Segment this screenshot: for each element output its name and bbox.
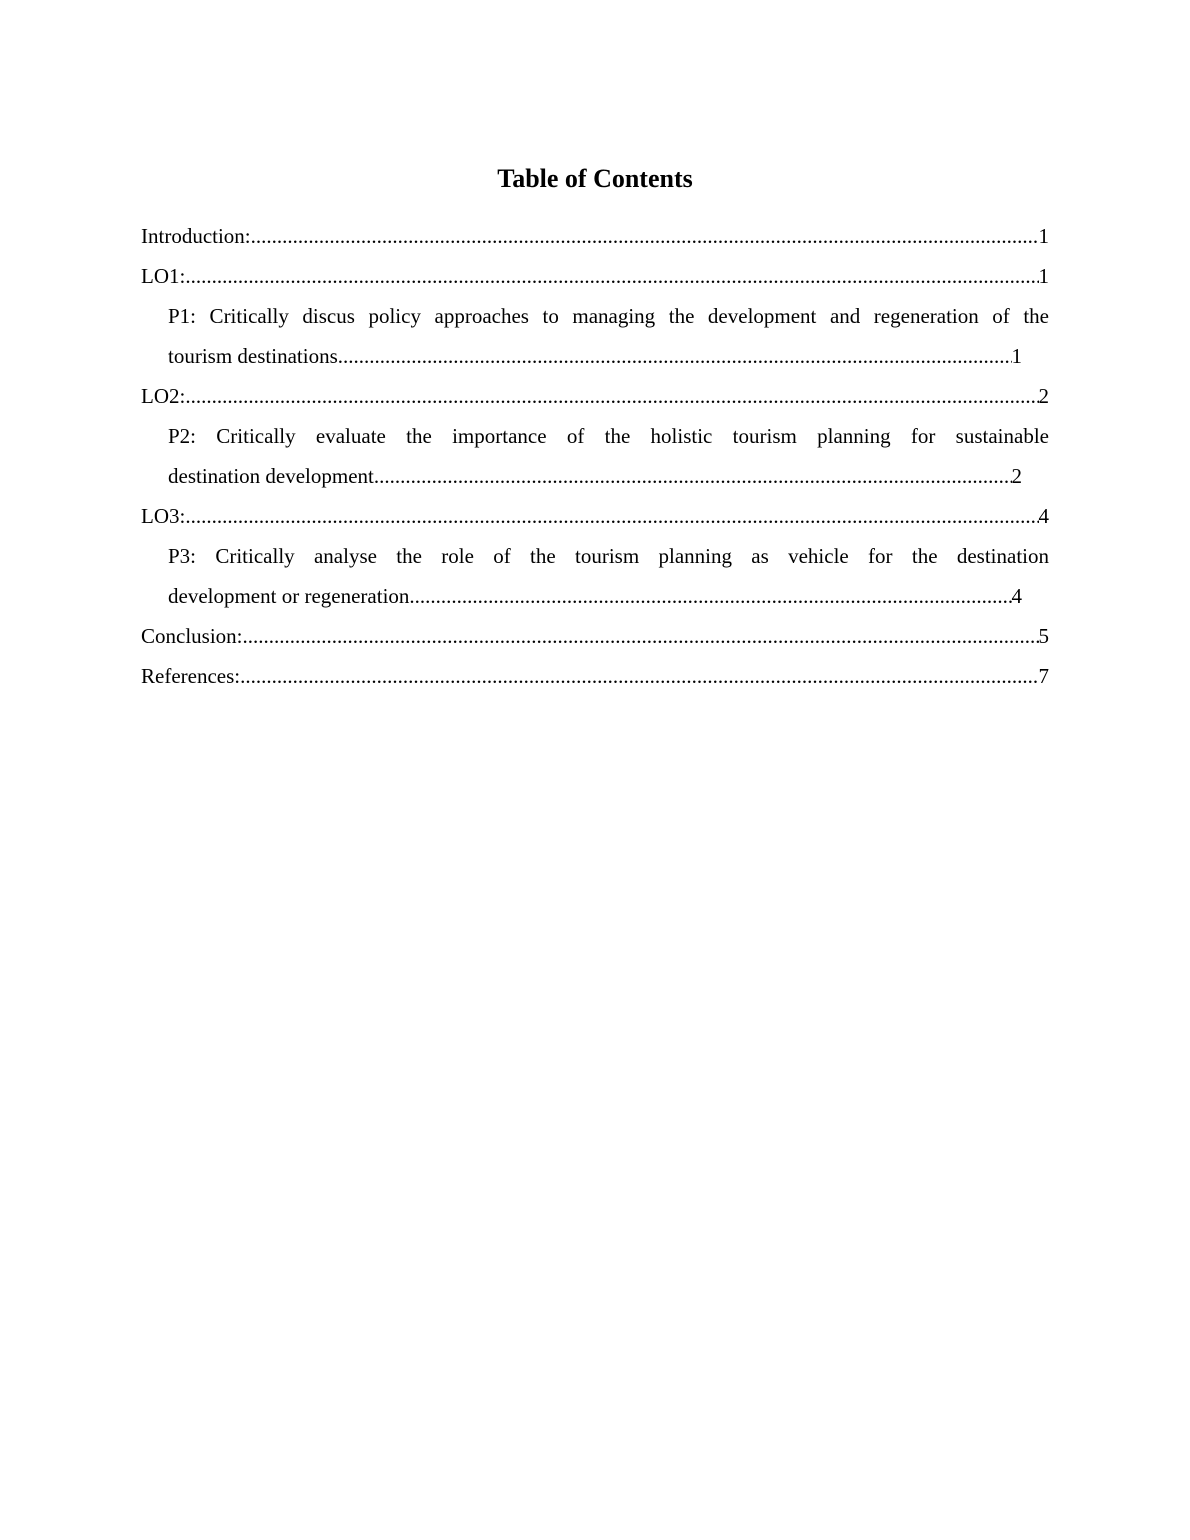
toc-entry-references[interactable] <box>141 656 1049 696</box>
toc-entry-label: P3: Critically analyse the role of the tourism planning as vehicle for the destination <box>168 544 1049 568</box>
toc-entry-lo2[interactable] <box>141 376 1049 416</box>
dot-leader <box>243 616 1039 656</box>
toc-page-number: 2 <box>1011 464 1022 488</box>
toc-entry-label: LO3: <box>141 504 186 528</box>
dot-leader <box>185 496 1038 536</box>
toc-entry-label: LO2: <box>141 384 186 408</box>
toc-entry-p3[interactable] <box>141 536 1049 616</box>
toc-page-number: 1 <box>1038 224 1049 248</box>
toc-entry-conclusion[interactable] <box>141 616 1049 656</box>
toc-entry-label: Conclusion: <box>141 624 243 648</box>
toc-entry-introduction[interactable] <box>141 216 1049 256</box>
toc-page-number: 1 <box>1038 264 1049 288</box>
dot-leader <box>185 256 1038 296</box>
toc-entry-p2[interactable] <box>141 416 1049 496</box>
toc-entry-label-continued: development or regeneration <box>168 584 410 608</box>
toc-entry-label-continued: tourism destinations <box>168 344 338 368</box>
dot-leader <box>374 456 1012 496</box>
toc-entry-label: Introduction: <box>141 224 251 248</box>
toc-page-number: 4 <box>1011 584 1022 608</box>
toc-page-number: 4 <box>1038 504 1049 528</box>
toc-page-number: 1 <box>1011 344 1022 368</box>
toc-entry-p1[interactable] <box>141 296 1049 376</box>
toc-page-number: 7 <box>1038 664 1049 688</box>
toc-entry-lo1[interactable] <box>141 256 1049 296</box>
toc-entry-lo3[interactable] <box>141 496 1049 536</box>
toc-entry-label: P1: Critically discus policy approaches to managing the development and regeneration of the <box>168 304 1049 328</box>
toc-entry-label: P2: Critically evaluate the importance of the holistic tourism planning for sustainable <box>168 424 1049 448</box>
dot-leader <box>338 336 1012 376</box>
toc-page-number: 5 <box>1038 624 1049 648</box>
toc-entry-label: References: <box>141 664 241 688</box>
toc-entry-label-continued: destination development <box>168 464 374 488</box>
dot-leader <box>251 216 1039 256</box>
table-of-contents <box>141 216 1049 696</box>
toc-title: Table of Contents <box>497 164 693 193</box>
dot-leader <box>185 376 1038 416</box>
toc-entry-label: LO1: <box>141 264 186 288</box>
dot-leader <box>409 576 1011 616</box>
dot-leader <box>240 656 1038 696</box>
toc-page-number: 2 <box>1038 384 1049 408</box>
